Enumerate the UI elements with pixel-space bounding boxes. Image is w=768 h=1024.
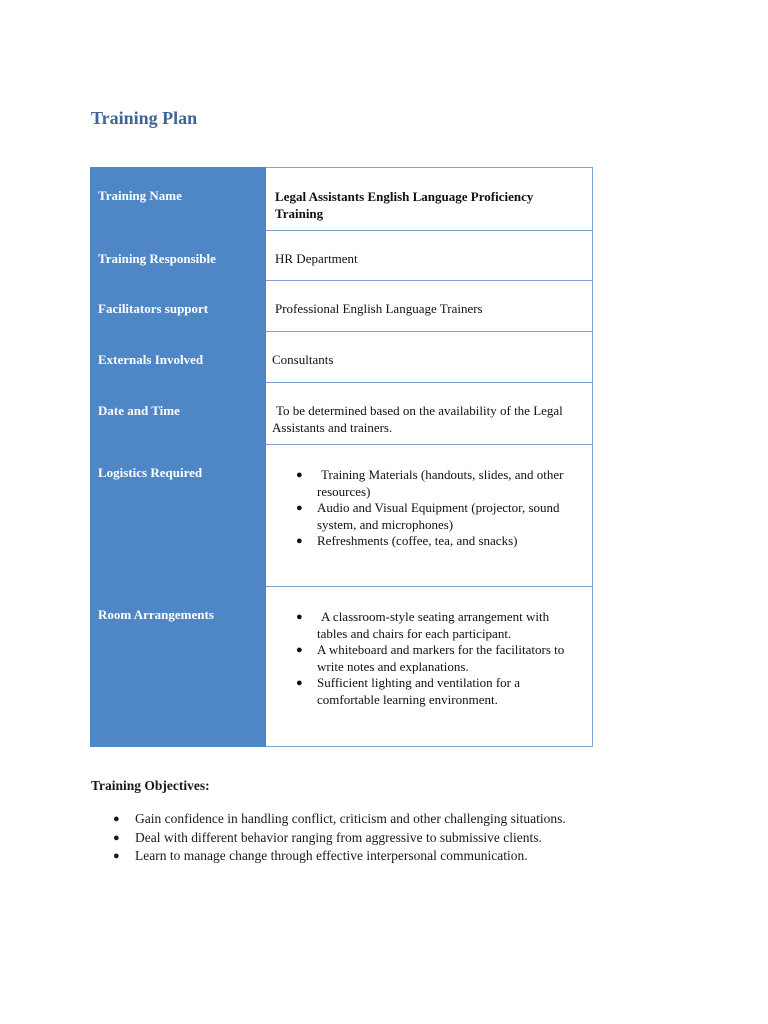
table-row xyxy=(91,168,593,231)
objective-text: Learn to manage change through effective interpersonal communication. xyxy=(135,848,528,863)
table-row xyxy=(91,383,593,445)
list-item-text: Audio and Visual Equipment (projector, sound system, and microphones) xyxy=(317,500,560,532)
list-item xyxy=(317,533,582,550)
list-item-text: Sufficient lighting and ventilation for a comfortable learning environment. xyxy=(317,675,521,707)
row-value: HR Department xyxy=(275,251,358,266)
row-value-cell xyxy=(266,168,593,231)
row-value: Consultants xyxy=(272,352,334,367)
row-label-cell xyxy=(91,168,266,231)
table-row xyxy=(91,231,593,281)
row-label-cell xyxy=(91,281,266,332)
list-item xyxy=(317,642,582,675)
training-plan-table xyxy=(90,167,593,747)
row-label-cell xyxy=(91,587,266,747)
objective-text: Gain confidence in handling conflict, criticism and other challenging situations. xyxy=(135,811,566,826)
row-value-cell xyxy=(266,445,593,587)
list-item xyxy=(317,675,582,708)
row-label-cell xyxy=(91,445,266,587)
training-name-value: Legal Assistants English Language Proficiency Training xyxy=(275,189,534,221)
objectives-heading: Training Objectives: xyxy=(91,778,210,793)
list-item xyxy=(135,810,655,829)
room-arrangements-list xyxy=(266,587,592,709)
list-item-text: Training Materials (handouts, slides, and other resources) xyxy=(317,467,564,499)
row-label: Room Arrangements xyxy=(98,607,214,622)
table-row xyxy=(91,445,593,587)
row-label-cell xyxy=(91,332,266,383)
row-value-cell xyxy=(266,383,593,445)
row-label-cell xyxy=(91,383,266,445)
list-item xyxy=(317,467,582,500)
table-row xyxy=(91,281,593,332)
row-value-cell xyxy=(266,231,593,281)
table-row xyxy=(91,587,593,747)
list-item xyxy=(135,829,655,848)
objective-text: Deal with different behavior ranging from aggressive to submissive clients. xyxy=(135,829,542,845)
row-label: Externals Involved xyxy=(98,352,204,367)
table-row xyxy=(91,332,593,383)
row-value-cell xyxy=(266,281,593,332)
row-label: Logistics Required xyxy=(98,465,203,480)
row-label: Date and Time xyxy=(98,403,180,418)
row-value: To be determined based on the availability of the Legal Assistants and trainers. xyxy=(272,403,563,435)
list-item-text: A classroom-style seating arrangement with tables and chairs for each participant. xyxy=(317,609,550,641)
row-value-cell xyxy=(266,332,593,383)
list-item-text: A whiteboard and markers for the facilitators to write notes and explanations. xyxy=(317,642,565,674)
list-item xyxy=(135,847,655,866)
row-value-cell xyxy=(266,587,593,747)
list-item xyxy=(317,500,582,533)
row-label-cell xyxy=(91,231,266,281)
list-item-text: Refreshments (coffee, tea, and snacks) xyxy=(317,533,518,549)
row-label: Training Name xyxy=(98,188,182,203)
row-value: Professional English Language Trainers xyxy=(275,301,483,316)
list-item xyxy=(317,609,582,642)
row-label: Facilitators support xyxy=(98,301,209,316)
logistics-list xyxy=(266,445,592,550)
page-title: Training Plan xyxy=(91,108,198,128)
objectives-list xyxy=(135,810,655,866)
row-label: Training Responsible xyxy=(98,251,216,266)
